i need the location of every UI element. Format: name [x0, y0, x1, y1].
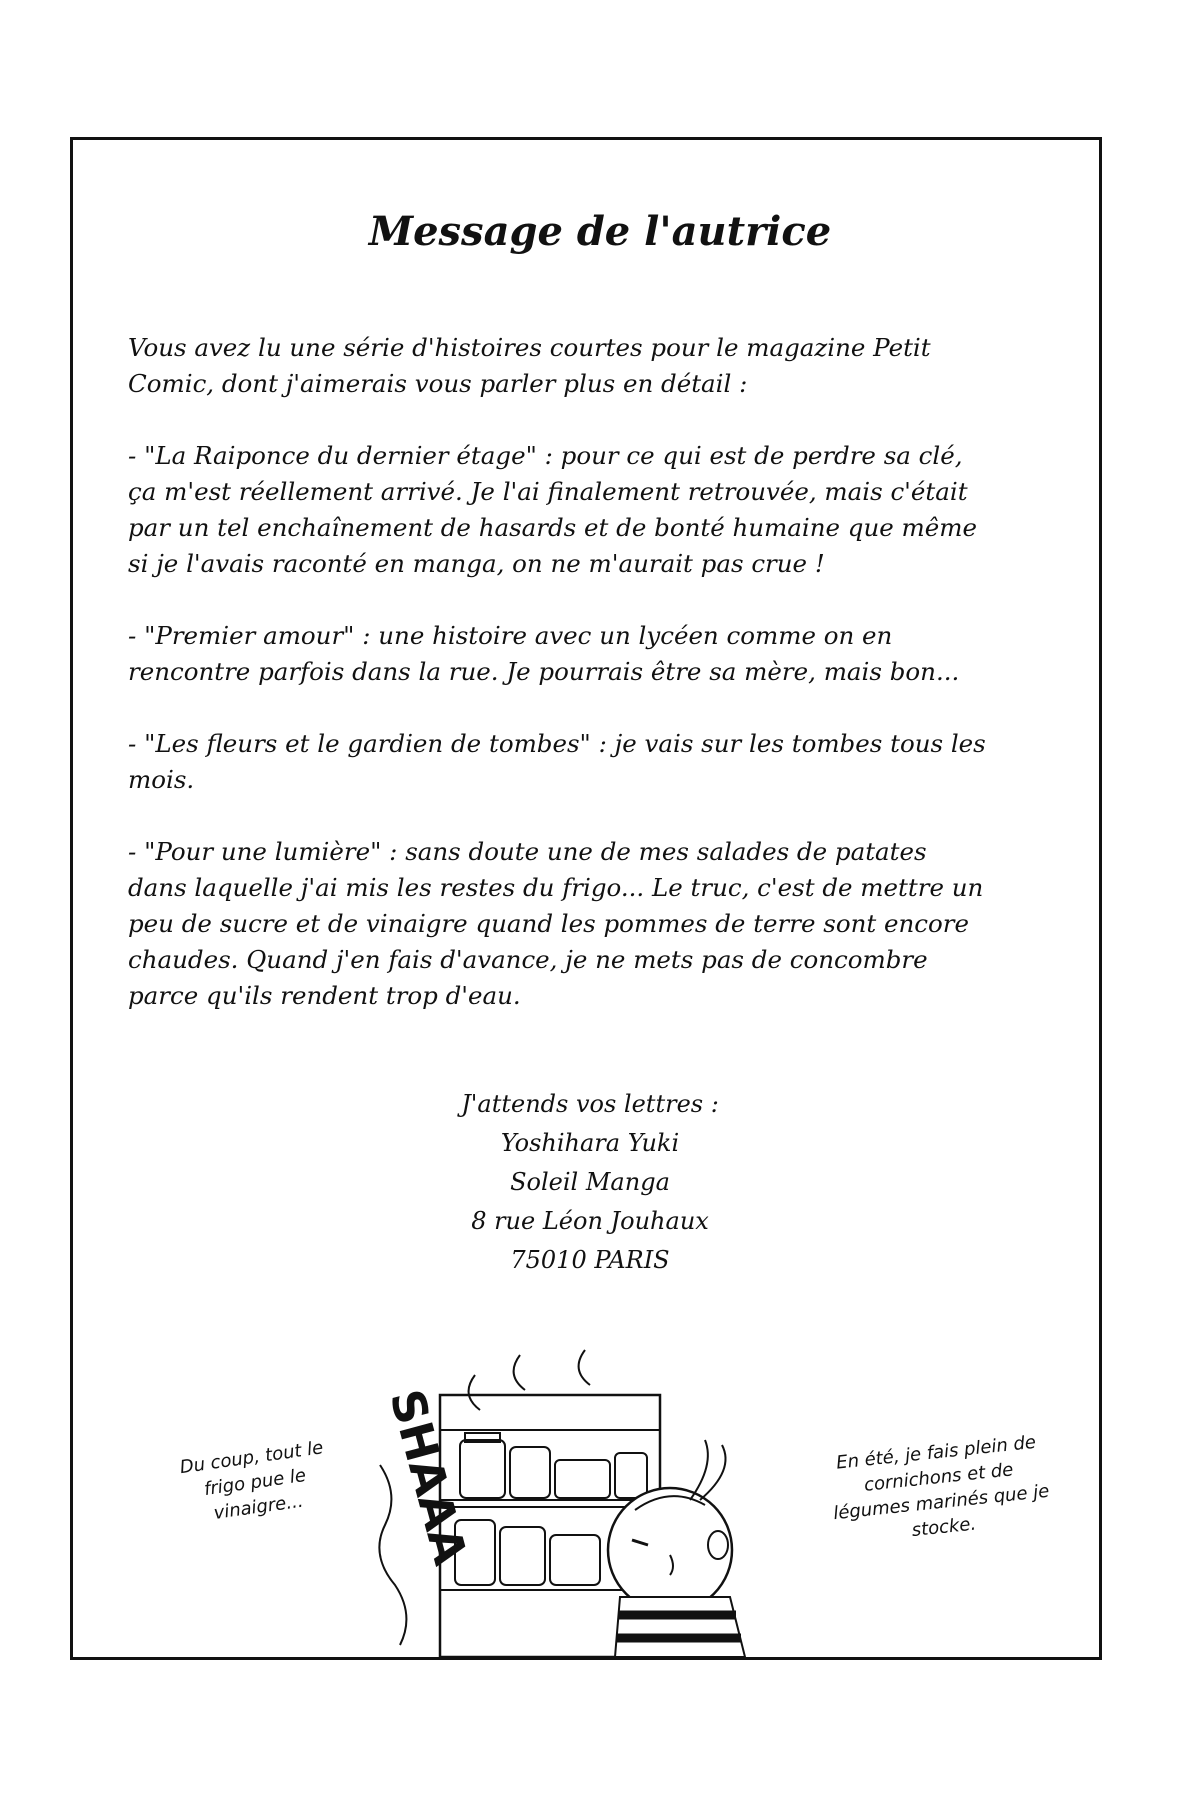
address-publisher: Soleil Manga — [510, 1168, 670, 1196]
paragraph-premier-amour: - "Premier amour" : une histoire avec un lycéen comme on en rencontre parfois dans la rue. Je pourrais être sa mère, mais bon... — [128, 621, 960, 686]
paragraph-lumiere: - "Pour une lumière" : sans doute une de mes salades de patates dans laquelle j'ai mis les restes du frigo... Le truc, c'est de mettre un peu de sucre et de vinaigre quand les pommes de terre sont encore chaudes. Quand j'en fais d'avance, je ne mets pas de concombre parce qu'ils rendent trop d'eau. — [128, 837, 984, 1010]
address-street: 8 rue Léon Jouhaux — [471, 1207, 709, 1235]
paragraph-raiponce: - "La Raiponce du dernier étage" : pour ce qui est de perdre sa clé, ça m'est réellement arrivé. Je l'ai finalement retrouvée, mais c'était par un tel enchaînement de hasards et de bonté humaine que même si je l'avais raconté en manga, on ne m'aurait pas crue ! — [128, 441, 977, 578]
page-title: Message de l'autrice — [368, 208, 832, 255]
address-intro: J'attends vos lettres : — [461, 1090, 719, 1118]
paragraph-intro: Vous avez lu une série d'histoires courtes pour le magazine Petit Comic, dont j'aimerais vous parler plus en détail : — [128, 333, 931, 398]
fridge-illustration — [370, 1335, 830, 1657]
message-body — [128, 330, 988, 1050]
address-name: Yoshihara Yuki — [500, 1129, 680, 1157]
address-block — [390, 1085, 790, 1280]
paragraph-fleurs: - "Les fleurs et le gardien de tombes" : je vais sur les tombes tous les mois. — [128, 729, 986, 794]
note-right: En été, je fais plein de cornichons et de légumes marinés que je stocke. — [832, 1431, 1051, 1542]
note-left: Du coup, tout le frigo pue le vinaigre... — [178, 1437, 325, 1524]
sfx-text: SHAAA — [379, 1383, 478, 1571]
address-city: 75010 PARIS — [510, 1246, 670, 1274]
